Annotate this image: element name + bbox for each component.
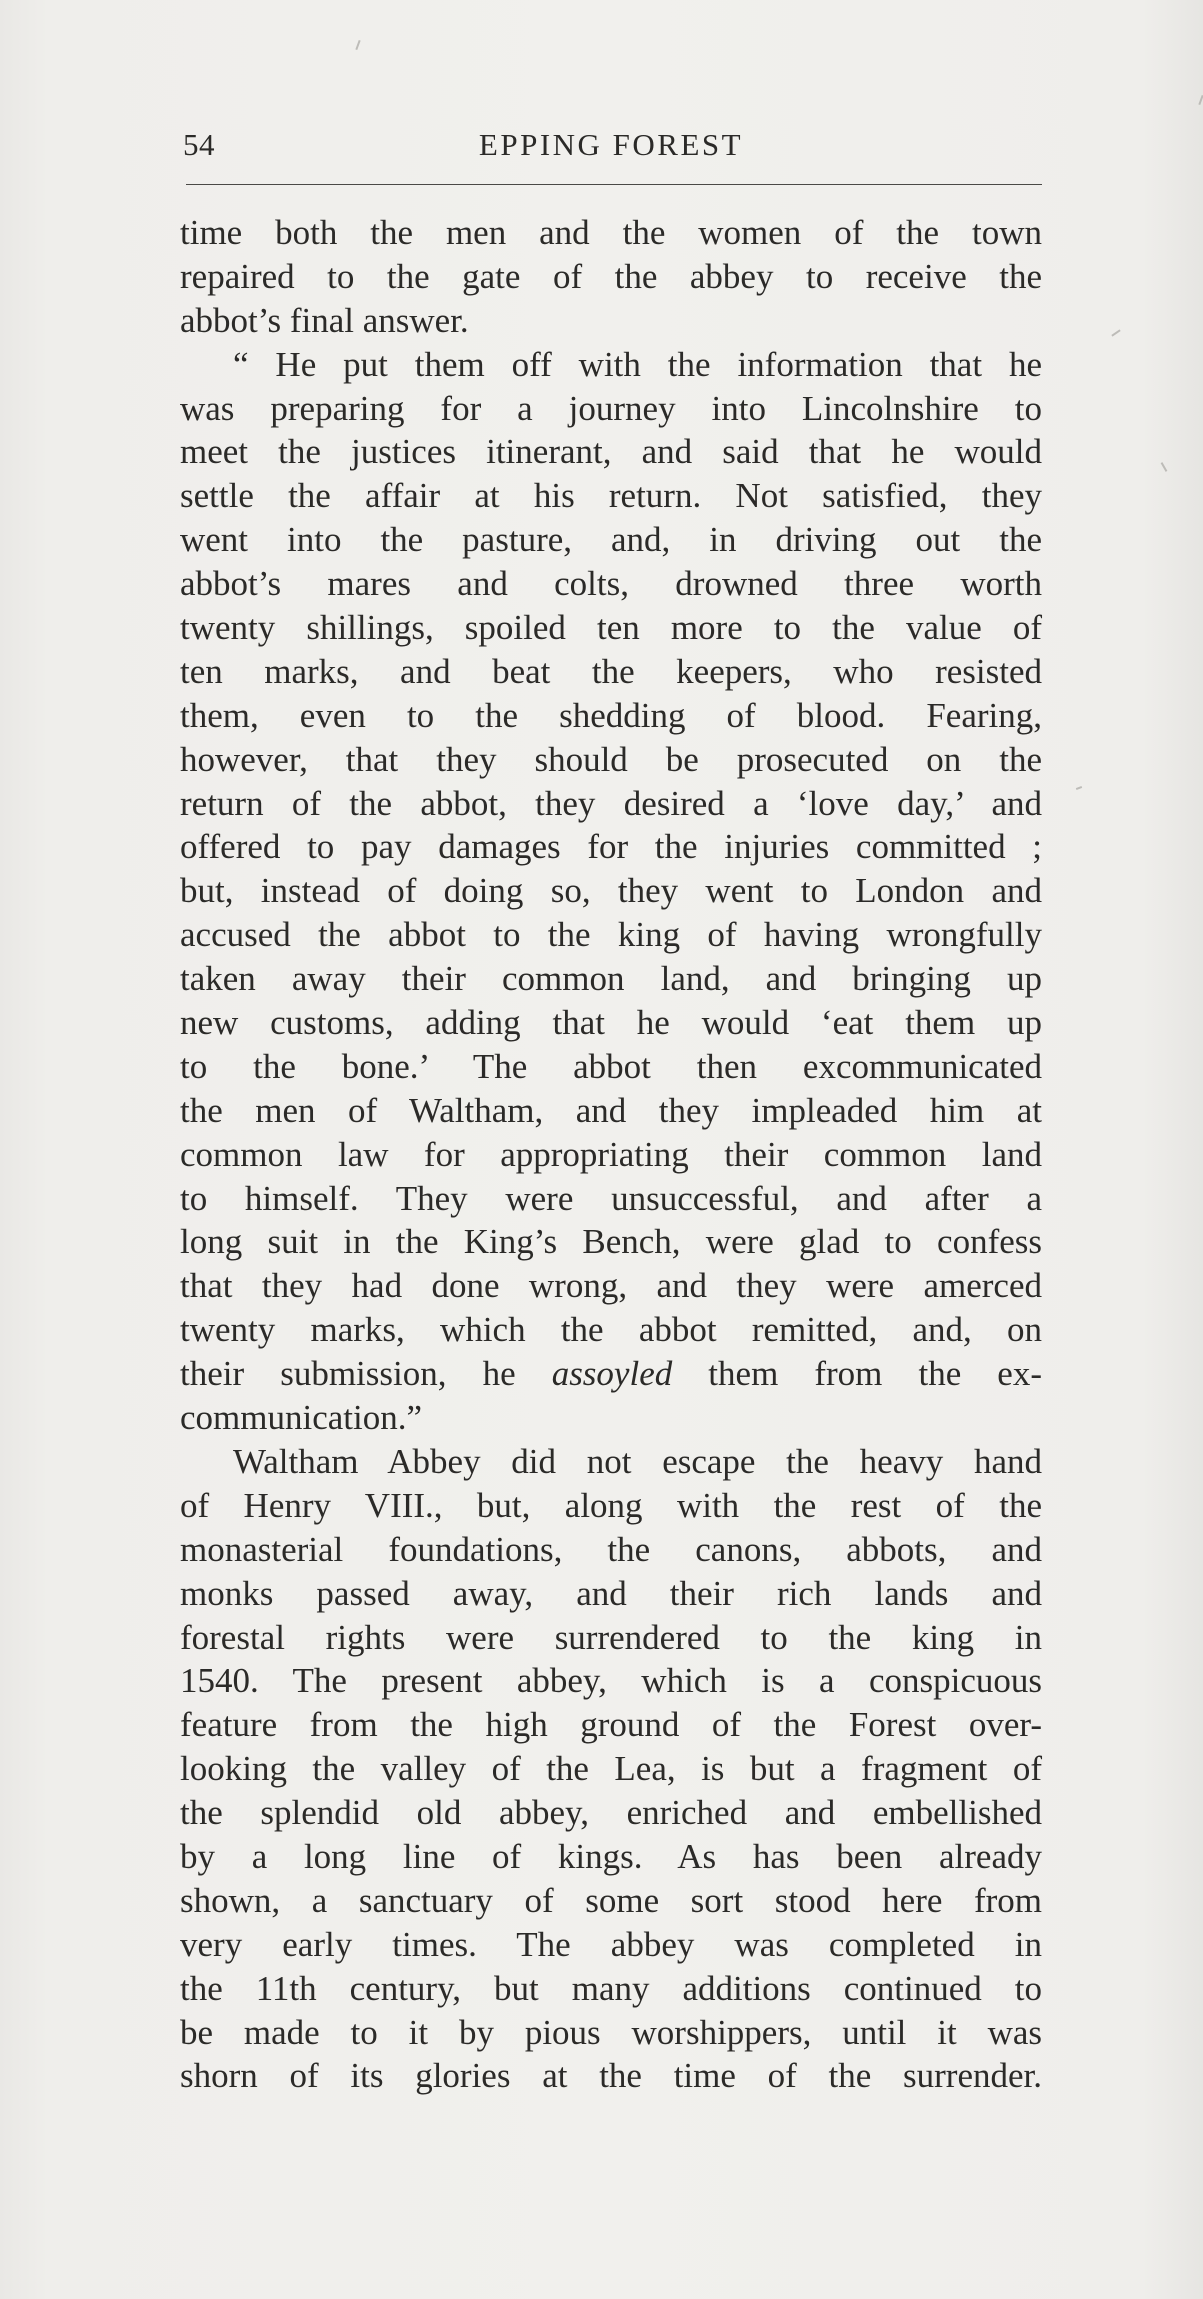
- text-line: offered to pay damages for the injuries committed ;: [180, 827, 1042, 867]
- text-line-with-italic: [180, 1352, 1042, 1396]
- text-line: monasterial foundations, the canons, abbots, and: [180, 1529, 1042, 1569]
- running-title: EPPING FOREST: [478, 127, 744, 162]
- text-line: abbot’s final answer.: [180, 300, 469, 340]
- text-line: new customs, adding that he would ‘eat them up: [180, 1003, 1042, 1043]
- italic-word: assoyled: [551, 1354, 673, 1394]
- text-line: 1540. The present abbey, which is a conspicuous: [180, 1661, 1042, 1701]
- text-line: accused the abbot to the king of having wrongfully: [180, 915, 1042, 955]
- header-rule: [186, 184, 1042, 185]
- text-line: but, instead of doing so, they went to London and: [180, 871, 1042, 911]
- text-line: the men of Waltham, and they impleaded him at: [180, 1090, 1042, 1130]
- text-line: forestal rights were surrendered to the king in: [180, 1617, 1042, 1657]
- text-line: meet the justices itinerant, and said that he would: [180, 432, 1042, 472]
- text-line: very early times. The abbey was completed in: [180, 1924, 1042, 1964]
- text-line: went into the pasture, and, in driving out the: [180, 520, 1042, 560]
- text-line: time both the men and the women of the town: [180, 213, 1042, 252]
- text-line: abbot’s mares and colts, drowned three worth: [180, 564, 1042, 604]
- text-line: to himself. They were unsuccessful, and after a: [180, 1178, 1042, 1218]
- text-line: by a long line of kings. As has been already: [180, 1836, 1042, 1876]
- text-line: return of the abbot, they desired a ‘love day,’ and: [180, 783, 1042, 823]
- paper-speck: [1076, 786, 1082, 790]
- text-line: that they had done wrong, and they were amerced: [180, 1266, 1042, 1306]
- paper-speck: [1198, 95, 1203, 105]
- text-line: however, that they should be prosecuted on the: [180, 739, 1042, 779]
- text-line: shown, a sanctuary of some sort stood here from: [180, 1880, 1042, 1920]
- text-line: Waltham Abbey did not escape the heavy hand: [233, 1441, 1042, 1481]
- text-line: settle the affair at his return. Not satisfied, they: [180, 476, 1042, 516]
- text-line: “ He put them off with the information that he: [233, 344, 1042, 384]
- text-line: was preparing for a journey into Lincolnshire to: [180, 388, 1042, 428]
- text-line: communication.”: [180, 1398, 423, 1438]
- text-line: common law for appropriating their common land: [180, 1134, 1042, 1174]
- paper-speck: [355, 40, 360, 50]
- text-line: be made to it by pious worshippers, until it was: [180, 2012, 1042, 2052]
- text-line: the splendid old abbey, enriched and embellished: [180, 1793, 1042, 1833]
- page-header: [180, 122, 1042, 166]
- text-line: twenty shillings, spoiled ten more to the value of: [180, 608, 1042, 648]
- text-line: to the bone.’ The abbot then excommunicated: [180, 1046, 1042, 1086]
- text-segment: them from the ex-: [672, 1354, 1042, 1394]
- text-line: of Henry VIII., but, along with the rest of the: [180, 1485, 1042, 1525]
- text-line: looking the valley of the Lea, is but a fragment of: [180, 1749, 1042, 1789]
- text-line: the 11th century, but many additions continued to: [180, 1968, 1042, 2008]
- page-number: 54: [183, 127, 215, 162]
- text-line: them, even to the shedding of blood. Fearing,: [180, 695, 1042, 735]
- text-line: feature from the high ground of the Forest over-: [180, 1705, 1042, 1745]
- text-segment: their submission, he: [180, 1354, 552, 1394]
- body-text: [180, 211, 1042, 2098]
- text-line: taken away their common land, and bringing up: [180, 959, 1042, 999]
- text-line: monks passed away, and their rich lands and: [180, 1573, 1042, 1613]
- paper-speck: [1161, 462, 1168, 472]
- text-line: twenty marks, which the abbot remitted, and, on: [180, 1310, 1042, 1350]
- paper-speck: [1111, 329, 1120, 336]
- text-line: ten marks, and beat the keepers, who resisted: [180, 651, 1042, 691]
- text-line: shorn of its glories at the time of the surrender.: [180, 2056, 1042, 2096]
- text-line: repaired to the gate of the abbey to receive the: [180, 256, 1042, 296]
- text-line: long suit in the King’s Bench, were glad to confess: [180, 1222, 1042, 1262]
